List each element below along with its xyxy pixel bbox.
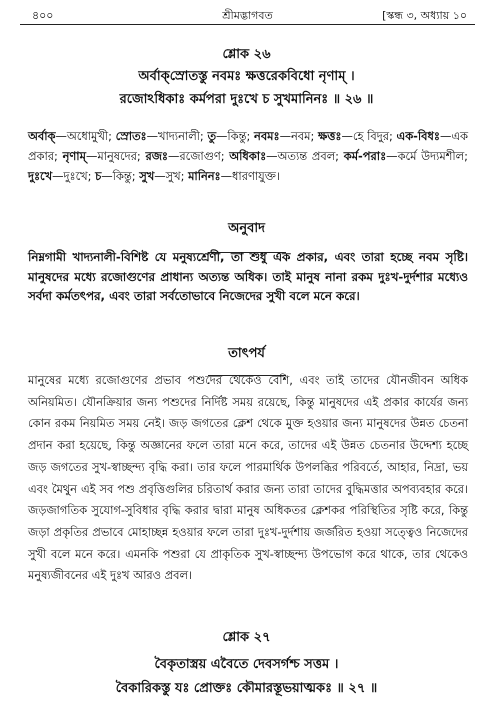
synonym-meaning: —মানুষদের; xyxy=(85,149,146,163)
synonym-term: চ xyxy=(95,169,102,183)
page-number: ৪০০ xyxy=(32,9,54,22)
synonym-meaning: —কিন্তু; xyxy=(216,129,255,143)
translation-text: নিম্নগামী খাদ্যনালী-বিশিষ্ট যে মনুষ্যশ্রেণী, তা শুধু এক প্রকার, এবং তারা হচ্ছে নবম সৃষ্টি। মানুষদের মধ্যে রজোগুণের প্রাধান্য অত্যন্ত অধিক। তাই মানুষ নানা রকম দুঃখ-দুর্দশার মধ্যেও সর্বদা কর্মতৎপর, এবং তারা সর্বতোভাবে নিজেদের সুখী বলে মনে করে। xyxy=(28,250,468,303)
synonym-meaning: —অধোমুখী; xyxy=(55,129,116,143)
verse-26-heading: শ্লোক ২৬ xyxy=(222,47,271,62)
synonym-term: নৃণাম্‌ xyxy=(62,149,86,163)
synonym-term: মানিনঃ xyxy=(188,169,221,183)
synonym-term: কর্ম-পরাঃ xyxy=(343,149,387,163)
synonym-meaning: —খাদ্যনালী; xyxy=(146,129,208,143)
synonym-meaning: —কিন্তু; xyxy=(101,169,140,183)
synonym-term: অধিকাঃ xyxy=(229,149,267,163)
section-label: [স্কন্ধ ৩, অধ্যায় ১০ xyxy=(382,9,467,22)
book-title: শ্রীমদ্ভাগবত xyxy=(222,9,273,22)
synonym-meaning: —হে বিদুর; xyxy=(341,129,397,143)
synonym-term: রজঃ xyxy=(145,149,168,163)
verse-27-line-2: বৈকারিকস্তু যঃ প্রোক্তঃ কৌমারস্তূভয়াত্মকঃ ॥ ২৭ ॥ xyxy=(115,681,378,696)
synonym-meaning: —অত্যন্ত প্রবল; xyxy=(266,149,344,163)
synonym-meaning: —সুখ; xyxy=(154,169,189,183)
verse-27-heading: শ্লোক ২৭ xyxy=(222,630,271,645)
header-rule xyxy=(20,24,475,25)
synonym-meaning: —দুঃখে; xyxy=(52,169,96,183)
synonym-meaning: —নবম; xyxy=(279,129,318,143)
synonym-term: স্রোতঃ xyxy=(115,129,147,143)
synonym-term: তু xyxy=(207,129,217,143)
verse-27-line-1: বৈকৃতাস্ত্রয় এবৈতে দেবসর্গশ্চ সত্তম । xyxy=(154,657,339,672)
synonyms xyxy=(28,126,468,186)
purport-text: মানুষের মধ্যে রজোগুণের প্রভাব পশুদের থেকেও বেশি, এবং তাই তাদের যৌনজীবন অধিক অনিয়মিত। যৌনক্রিয়ার জন্য পশুদের নির্দিষ্ট সময় রয়েছে, কিন্তু মানুষদের এই প্রকার কার্যের জন্য কোন রকম নিয়মিত সময় নেই। জড় জগতের ক্লেশ থেকে মুক্ত হওয়ার জন্য মানুষদের উন্নত চেতনা প্রদান করা হয়েছে, কিন্তু অজ্ঞানের ফলে তারা মনে করে, তাদের এই উন্নত চেতনার উদ্দেশ্য হচ্ছে জড় জগতের সুখ-স্বাচ্ছন্দ্য বৃদ্ধি করা। তার ফলে পারমার্থিক উপলব্ধির পরিবর্তে, আহার, নিদ্রা, ভয় এবং মৈথুন এই সব পশু প্রবৃত্তিগুলির চরিতার্থ করার জন্য তারা তাদের বুদ্ধিমত্তার অপব্যবহার করে। জড়জাগতিক সুযোগ-সুবিধার বৃদ্ধি করার দ্বারা মানুষ অধিকতর ক্লেশকর পরিস্থিতির সৃষ্টি করে, কিন্তু জড়া প্রকৃতির প্রভাবে মোহাচ্ছন্ন হওয়ার ফলে তারা দুঃখ-দুর্দশায় জর্জরিত হওয়া সত্ত্বেও নিজেদের সুখী বলে মনে করে। এমনকি পশুরা যে প্রাকৃতিক সুখ-স্বাচ্ছন্দ্য উপভোগ করে থাকে, তার থেকেও মনুষ্যজীবনের এই দুঃখ আরও প্রবল। xyxy=(28,373,468,583)
synonym-term: অর্বাক্‌ xyxy=(28,129,56,143)
purport-heading: তাৎপর্য xyxy=(228,346,265,361)
synonym-term: নবমঃ xyxy=(254,129,280,143)
synonym-meaning: —ধারণাযুক্ত। xyxy=(220,169,280,183)
synonym-meaning: —কর্মে উদ্যমশীল; xyxy=(386,149,468,163)
synonym-term: এক-বিধঃ xyxy=(396,129,440,143)
verse-26-line-1: অর্বাক্‌স্রোতস্তু নবমঃ ক্ষত্তরেকবিধো নৃণাম্‌ । xyxy=(138,69,355,84)
synonym-meaning: —এক প্রকার; xyxy=(28,129,468,163)
translation-heading: অনুবাদ xyxy=(228,221,265,236)
synonym-meaning: —রজোগুণ; xyxy=(168,149,230,163)
synonym-term: ক্ষত্তঃ xyxy=(318,129,342,143)
page-header xyxy=(20,5,475,23)
synonym-term: দুঃখে xyxy=(28,169,53,183)
verse-26-line-2: রজোঽধিকাঃ কর্মপরা দুঃখে চ সুখমানিনঃ ॥ ২৬ ॥ xyxy=(119,92,374,107)
synonym-term: সুখ xyxy=(139,169,155,183)
